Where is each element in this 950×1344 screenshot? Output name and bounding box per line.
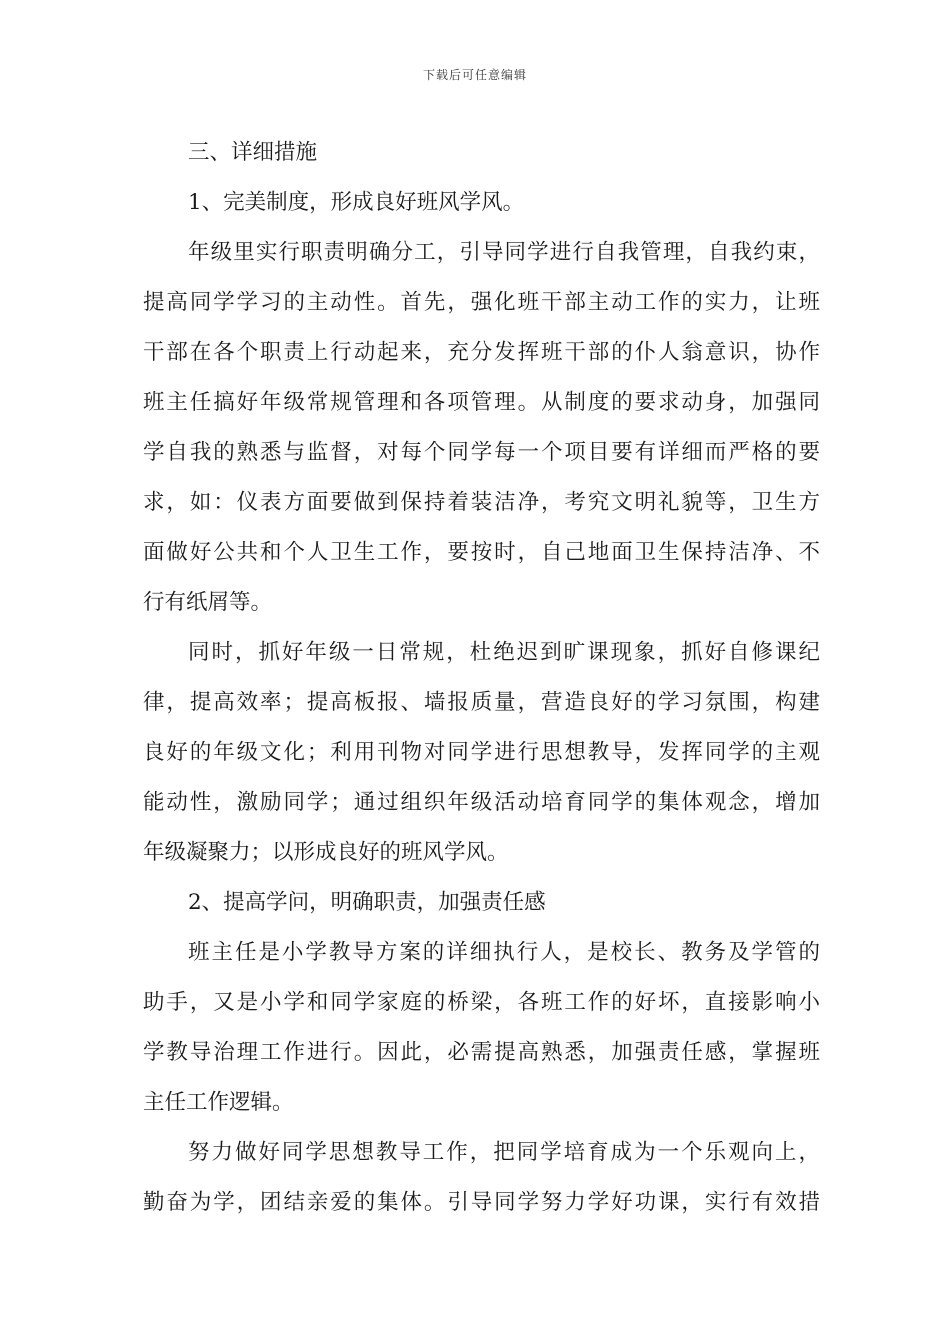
paragraph-line: 干部在各个职责上行动起来，充分发挥班干部的仆人翁意识，协作 — [143, 340, 820, 365]
paragraph-line: 努力做好同学思想教导工作，把同学培育成为一个乐观向上， — [188, 1140, 820, 1165]
paragraph-line: 行有纸屑等。 — [143, 590, 273, 615]
paragraph-line: 勤奋为学，团结亲爱的集体。引导同学努力学好功课，实行有效措 — [143, 1190, 820, 1215]
header-note: 下载后可任意编辑 — [422, 68, 527, 82]
paragraph-line: 律，提高效率；提高板报、墙报质量，营造良好的学习氛围，构建 — [143, 690, 820, 715]
subsection-heading: 2、提高学问，明确职责，加强责任感 — [188, 890, 546, 915]
subsection-heading: 1、完美制度，形成良好班风学风。 — [188, 190, 525, 215]
paragraph-line: 班主任是小学教导方案的详细执行人，是校长、教务及学管的 — [188, 940, 820, 965]
section-heading: 三、详细措施 — [188, 140, 318, 165]
paragraph-line: 班主任搞好年级常规管理和各项管理。从制度的要求动身，加强同 — [143, 390, 820, 415]
paragraph-line: 同时，抓好年级一日常规，杜绝迟到旷课现象，抓好自修课纪 — [188, 640, 820, 665]
paragraph-line: 年级里实行职责明确分工，引导同学进行自我管理，自我约束， — [188, 240, 820, 265]
paragraph-line: 学教导治理工作进行。因此，必需提高熟悉，加强责任感，掌握班 — [143, 1040, 820, 1065]
paragraph-line: 主任工作逻辑。 — [143, 1090, 294, 1115]
paragraph-line: 良好的年级文化；利用刊物对同学进行思想教导，发挥同学的主观 — [143, 740, 820, 765]
paragraph-line: 助手，又是小学和同学家庭的桥梁，各班工作的好坏，直接影响小 — [143, 990, 820, 1015]
paragraph-line: 能动性，激励同学；通过组织年级活动培育同学的集体观念，增加 — [143, 790, 820, 815]
paragraph-line: 面做好公共和个人卫生工作，要按时，自己地面卫生保持洁净、不 — [143, 540, 820, 565]
paragraph-line: 学自我的熟悉与监督，对每个同学每一个项目要有详细而严格的要 — [143, 440, 820, 465]
paragraph-line: 求，如：仪表方面要做到保持着装洁净，考究文明礼貌等，卫生方 — [143, 490, 820, 515]
paragraph-line: 年级凝聚力；以形成良好的班风学风。 — [143, 840, 509, 865]
document-body — [143, 128, 820, 1228]
paragraph-line: 提高同学学习的主动性。首先，强化班干部主动工作的实力，让班 — [143, 290, 820, 315]
